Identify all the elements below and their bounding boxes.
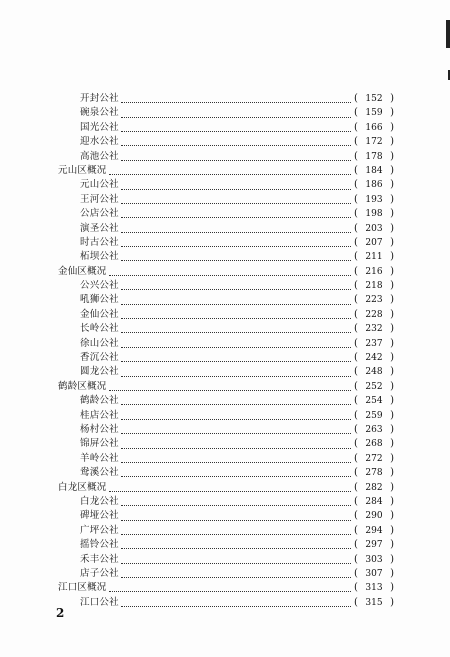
dot-leader xyxy=(109,383,351,391)
dot-leader xyxy=(121,369,351,377)
paren-close: ) xyxy=(390,524,394,536)
toc-entry-title: 公店公社 xyxy=(80,208,119,220)
paren-close: ) xyxy=(390,294,394,306)
toc-entry-page xyxy=(354,135,394,149)
toc-entry-page xyxy=(354,293,394,307)
page-value: 313 xyxy=(365,583,383,594)
paren-close: ) xyxy=(390,395,394,407)
toc-entry-title: 白龙区概况 xyxy=(58,481,107,493)
paren-close: ) xyxy=(390,495,394,507)
toc-entry-page xyxy=(354,466,394,480)
toc-entry-page xyxy=(354,452,394,466)
paren-open: ( xyxy=(354,251,358,263)
toc-entry-title: 白龙公社 xyxy=(80,495,119,507)
toc-entry-page xyxy=(354,106,394,120)
dot-leader xyxy=(109,584,351,592)
paren-close: ) xyxy=(390,366,394,378)
toc-entry-title: 江口公社 xyxy=(80,596,119,608)
page-value: 152 xyxy=(365,94,383,104)
toc-entry-title: 香沉公社 xyxy=(80,352,119,364)
toc-entry xyxy=(58,466,394,480)
paren-close: ) xyxy=(390,193,394,205)
toc-entry-title: 金仙区概况 xyxy=(58,265,107,277)
page-value: 216 xyxy=(365,266,383,277)
toc-entry-title: 鹤龄公社 xyxy=(80,395,119,407)
paren-close: ) xyxy=(390,323,394,335)
toc-entry xyxy=(58,106,394,120)
dot-leader xyxy=(121,412,351,420)
toc-entry-title: 圆龙公社 xyxy=(80,366,119,378)
toc-entry xyxy=(58,524,394,538)
page-value: 254 xyxy=(365,396,383,407)
toc-entry xyxy=(58,322,394,336)
paren-close: ) xyxy=(390,251,394,263)
paren-close: ) xyxy=(390,265,394,277)
toc-entry-title: 吼狮公社 xyxy=(80,294,119,306)
toc-entry-title: 禾丰公社 xyxy=(80,553,119,565)
toc-entry-title: 杨村公社 xyxy=(80,423,119,435)
dot-leader xyxy=(121,124,351,132)
paren-close: ) xyxy=(390,308,394,320)
paren-close: ) xyxy=(390,539,394,551)
toc-entry xyxy=(58,236,394,250)
dot-leader xyxy=(121,541,351,549)
dot-leader xyxy=(121,225,351,233)
toc-entry xyxy=(58,222,394,236)
toc-entry xyxy=(58,437,394,451)
toc-entry-title: 碗泉公社 xyxy=(80,107,119,119)
dot-leader xyxy=(121,340,351,348)
paren-open: ( xyxy=(354,222,358,234)
toc-entry xyxy=(58,596,394,610)
page-value: 278 xyxy=(365,468,383,479)
toc-entry-title: 国光公社 xyxy=(80,121,119,133)
page-value: 184 xyxy=(365,165,383,176)
page-value: 193 xyxy=(365,194,383,205)
paren-open: ( xyxy=(354,596,358,608)
paren-open: ( xyxy=(354,567,358,579)
toc-entry-page xyxy=(354,250,394,264)
paren-open: ( xyxy=(354,582,358,594)
page-value: 223 xyxy=(365,295,383,306)
paren-open: ( xyxy=(354,294,358,306)
dot-leader xyxy=(121,455,351,463)
paren-close: ) xyxy=(390,136,394,148)
toc-entry xyxy=(58,293,394,307)
paren-open: ( xyxy=(354,337,358,349)
page-value: 248 xyxy=(365,367,383,378)
paren-open: ( xyxy=(354,323,358,335)
toc-entry-title: 金仙公社 xyxy=(80,308,119,320)
page-value: 303 xyxy=(365,554,383,565)
toc-entry-page xyxy=(354,236,394,250)
paren-close: ) xyxy=(390,107,394,119)
toc-entry-page xyxy=(354,121,394,135)
page-value: 272 xyxy=(365,453,383,464)
paren-open: ( xyxy=(354,265,358,277)
paren-open: ( xyxy=(354,179,358,191)
toc-entry xyxy=(58,250,394,264)
toc-entry xyxy=(58,164,394,178)
toc-entry-page xyxy=(354,164,394,178)
toc-entry-title: 元山区概况 xyxy=(58,164,107,176)
toc-entry xyxy=(58,308,394,322)
toc-entry-title: 迎水公社 xyxy=(80,136,119,148)
paren-open: ( xyxy=(354,164,358,176)
dot-leader xyxy=(121,354,351,362)
dot-leader xyxy=(121,297,351,305)
dot-leader xyxy=(121,441,351,449)
toc-entry xyxy=(58,509,394,523)
toc-entry-page xyxy=(354,437,394,451)
page-value: 211 xyxy=(365,252,383,263)
toc-entry-title: 公兴公社 xyxy=(80,280,119,292)
dot-leader xyxy=(121,325,351,333)
paren-open: ( xyxy=(354,524,358,536)
dot-leader xyxy=(121,498,351,506)
toc-entry xyxy=(58,538,394,552)
page-value: 268 xyxy=(365,439,383,450)
toc-entry-title: 元山公社 xyxy=(80,179,119,191)
paren-open: ( xyxy=(354,452,358,464)
paren-close: ) xyxy=(390,93,394,104)
page-value: 186 xyxy=(365,180,383,191)
toc-entry-page xyxy=(354,150,394,164)
paren-close: ) xyxy=(390,467,394,479)
toc-entry xyxy=(58,337,394,351)
dot-leader xyxy=(121,95,351,103)
paren-open: ( xyxy=(354,495,358,507)
paren-close: ) xyxy=(390,438,394,450)
paren-close: ) xyxy=(390,222,394,234)
page-value: 159 xyxy=(365,108,383,119)
toc-entry-title: 锦屏公社 xyxy=(80,438,119,450)
paren-open: ( xyxy=(354,423,358,435)
paren-open: ( xyxy=(354,150,358,162)
toc-entry-title: 羊岭公社 xyxy=(80,452,119,464)
toc-entry xyxy=(58,481,394,495)
paren-close: ) xyxy=(390,596,394,608)
dot-leader xyxy=(121,599,351,607)
page-value: 307 xyxy=(365,568,383,579)
page-value: 284 xyxy=(365,496,383,507)
dot-leader xyxy=(121,239,351,247)
dot-leader xyxy=(121,570,351,578)
toc-entry-page xyxy=(354,481,394,495)
paren-close: ) xyxy=(390,423,394,435)
dot-leader xyxy=(121,397,351,405)
toc-entry xyxy=(58,553,394,567)
dot-leader xyxy=(109,167,351,175)
paren-close: ) xyxy=(390,280,394,292)
paren-close: ) xyxy=(390,380,394,392)
dot-leader xyxy=(121,469,351,477)
toc-entry xyxy=(58,423,394,437)
page-value: 297 xyxy=(365,540,383,551)
toc-entry xyxy=(58,452,394,466)
toc-entry-title: 开封公社 xyxy=(80,93,119,104)
paren-open: ( xyxy=(354,395,358,407)
page-value: 294 xyxy=(365,525,383,536)
paren-close: ) xyxy=(390,452,394,464)
paren-open: ( xyxy=(354,121,358,133)
dot-leader xyxy=(121,182,351,190)
toc-entry xyxy=(58,279,394,293)
toc-entry xyxy=(58,207,394,221)
paren-close: ) xyxy=(390,236,394,248)
toc-entry-page xyxy=(354,193,394,207)
dot-leader xyxy=(121,426,351,434)
toc-entry-page xyxy=(354,207,394,221)
toc-entry-page xyxy=(354,495,394,509)
paren-open: ( xyxy=(354,308,358,320)
dot-leader xyxy=(109,268,351,276)
toc-entry-title: 柘坝公社 xyxy=(80,251,119,263)
paren-close: ) xyxy=(390,510,394,522)
toc-entry xyxy=(58,495,394,509)
paren-close: ) xyxy=(390,352,394,364)
paren-close: ) xyxy=(390,553,394,565)
dot-leader xyxy=(109,484,351,492)
page-value: 290 xyxy=(365,511,383,522)
table-of-contents xyxy=(58,92,394,610)
toc-entry-page xyxy=(354,337,394,351)
toc-entry-title: 高池公社 xyxy=(80,150,119,162)
page-value: 203 xyxy=(365,223,383,234)
page-value: 228 xyxy=(365,309,383,320)
paren-open: ( xyxy=(354,380,358,392)
toc-entry-page xyxy=(354,322,394,336)
paren-open: ( xyxy=(354,467,358,479)
paren-open: ( xyxy=(354,539,358,551)
toc-entry-page xyxy=(354,567,394,581)
toc-entry-page xyxy=(354,380,394,394)
paren-open: ( xyxy=(354,553,358,565)
paren-open: ( xyxy=(354,208,358,220)
toc-entry-page xyxy=(354,596,394,610)
paren-close: ) xyxy=(390,208,394,220)
page-value: 259 xyxy=(365,410,383,421)
toc-entry-page xyxy=(354,538,394,552)
dot-leader xyxy=(121,527,351,535)
toc-entry-page xyxy=(354,351,394,365)
toc-entry-page xyxy=(354,409,394,423)
toc-entry xyxy=(58,351,394,365)
toc-entry-title: 碑垭公社 xyxy=(80,510,119,522)
toc-entry xyxy=(58,380,394,394)
page-value: 198 xyxy=(365,209,383,220)
dot-leader xyxy=(121,556,351,564)
paren-close: ) xyxy=(390,164,394,176)
paren-open: ( xyxy=(354,107,358,119)
toc-entry-title: 江口区概况 xyxy=(58,582,107,594)
page-value: 282 xyxy=(365,482,383,493)
page-value: 166 xyxy=(365,122,383,133)
toc-entry-page xyxy=(354,365,394,379)
dot-leader xyxy=(121,513,351,521)
page-value: 178 xyxy=(365,151,383,162)
scan-edge-mark xyxy=(446,20,450,48)
toc-entry xyxy=(58,567,394,581)
toc-entry-page xyxy=(354,553,394,567)
dot-leader xyxy=(121,196,351,204)
page-value: 315 xyxy=(365,597,383,608)
paren-close: ) xyxy=(390,582,394,594)
paren-open: ( xyxy=(354,136,358,148)
dot-leader xyxy=(121,253,351,261)
paren-close: ) xyxy=(390,337,394,349)
dot-leader xyxy=(121,282,351,290)
paren-close: ) xyxy=(390,121,394,133)
dot-leader xyxy=(121,210,351,218)
paren-close: ) xyxy=(390,481,394,493)
paren-close: ) xyxy=(390,409,394,421)
toc-entry-page xyxy=(354,423,394,437)
paren-close: ) xyxy=(390,150,394,162)
paren-open: ( xyxy=(354,481,358,493)
page-value: 237 xyxy=(365,338,383,349)
paren-open: ( xyxy=(354,366,358,378)
page-value: 207 xyxy=(365,237,383,248)
toc-entry-page xyxy=(354,265,394,279)
dot-leader xyxy=(121,153,351,161)
dot-leader xyxy=(121,110,351,118)
paren-open: ( xyxy=(354,409,358,421)
toc-entry-title: 长岭公社 xyxy=(80,323,119,335)
toc-entry-title: 店子公社 xyxy=(80,567,119,579)
toc-entry xyxy=(58,581,394,595)
paren-open: ( xyxy=(354,193,358,205)
toc-entry-title: 徐山公社 xyxy=(80,337,119,349)
page-value: 172 xyxy=(365,137,383,148)
toc-entry-page xyxy=(354,581,394,595)
toc-entry xyxy=(58,365,394,379)
toc-entry-title: 鸯溪公社 xyxy=(80,467,119,479)
toc-entry xyxy=(58,265,394,279)
dot-leader xyxy=(121,311,351,319)
page-number: 2 xyxy=(56,606,65,620)
toc-entry xyxy=(58,178,394,192)
paren-open: ( xyxy=(354,510,358,522)
paren-open: ( xyxy=(354,352,358,364)
toc-entry-page xyxy=(354,92,394,106)
paren-open: ( xyxy=(354,236,358,248)
toc-entry xyxy=(58,135,394,149)
page-value: 218 xyxy=(365,281,383,292)
toc-entry-page xyxy=(354,279,394,293)
toc-entry-title: 演圣公社 xyxy=(80,222,119,234)
paren-close: ) xyxy=(390,179,394,191)
page-value: 242 xyxy=(365,353,383,364)
page-value: 232 xyxy=(365,324,383,335)
toc-entry xyxy=(58,193,394,207)
toc-entry-page xyxy=(354,394,394,408)
page-value: 263 xyxy=(365,424,383,435)
toc-entry xyxy=(58,409,394,423)
toc-entry xyxy=(58,92,394,106)
toc-entry-title: 鹤龄区概况 xyxy=(58,380,107,392)
toc-entry-title: 桂店公社 xyxy=(80,409,119,421)
toc-entry-page xyxy=(354,178,394,192)
toc-entry-title: 广坪公社 xyxy=(80,524,119,536)
toc-entry-page xyxy=(354,524,394,538)
paren-open: ( xyxy=(354,438,358,450)
paren-open: ( xyxy=(354,93,358,104)
toc-entry-page xyxy=(354,222,394,236)
toc-entry xyxy=(58,121,394,135)
toc-entry-page xyxy=(354,509,394,523)
toc-entry-page xyxy=(354,308,394,322)
paren-open: ( xyxy=(354,280,358,292)
toc-entry xyxy=(58,150,394,164)
toc-entry-title: 王河公社 xyxy=(80,193,119,205)
dot-leader xyxy=(121,138,351,146)
toc-entry xyxy=(58,394,394,408)
toc-entry-title: 时古公社 xyxy=(80,236,119,248)
toc-entry-title: 摇铃公社 xyxy=(80,539,119,551)
paren-close: ) xyxy=(390,567,394,579)
page-value: 252 xyxy=(365,381,383,392)
